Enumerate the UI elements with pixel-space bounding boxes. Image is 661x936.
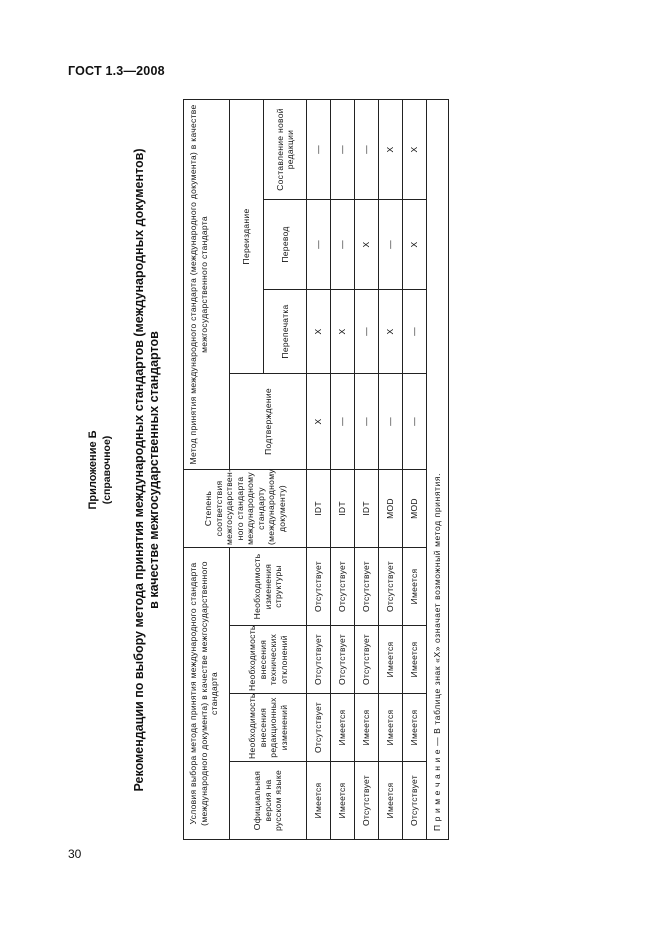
cell-reprint: X (331, 289, 355, 373)
cell-technical-deviations: Отсутствует (331, 626, 355, 694)
cell-degree: IDT (355, 469, 379, 547)
cell-new-edition: X (403, 99, 427, 199)
cell-translation: — (331, 199, 355, 289)
cell-new-edition: — (355, 99, 379, 199)
cell-technical-deviations: Имеется (379, 626, 403, 694)
cell-technical-deviations: Имеется (403, 626, 427, 694)
table-row (307, 99, 331, 839)
header-technical-deviations: Необходимость внесения технических отклонений (230, 626, 307, 694)
cell-degree: IDT (307, 469, 331, 547)
cell-reprint: — (355, 289, 379, 373)
table-row (331, 99, 355, 839)
header-translation: Перевод (264, 199, 307, 289)
cell-official-version: Отсутствует (355, 762, 379, 840)
cell-degree: MOD (379, 469, 403, 547)
header-degree: Степень соответствия межгосударствен-ного стандарта международному стандарту (международному документу) (184, 469, 307, 547)
cell-translation: X (355, 199, 379, 289)
cell-translation: — (379, 199, 403, 289)
cell-structure-change: Отсутствует (331, 547, 355, 625)
cell-official-version: Имеется (379, 762, 403, 840)
cell-structure-change: Имеется (403, 547, 427, 625)
cell-editorial-changes: Имеется (355, 694, 379, 762)
cell-translation: X (403, 199, 427, 289)
cell-degree: MOD (403, 469, 427, 547)
cell-confirmation: — (379, 373, 403, 469)
cell-confirmation: X (307, 373, 331, 469)
cell-editorial-changes: Имеется (379, 694, 403, 762)
cell-confirmation: — (403, 373, 427, 469)
table-row (355, 99, 379, 839)
cell-reprint: X (307, 289, 331, 373)
cell-translation: — (307, 199, 331, 289)
cell-editorial-changes: Отсутствует (307, 694, 331, 762)
cell-confirmation: — (355, 373, 379, 469)
header-editorial-changes: Необходимость внесения редакционных изменений (230, 694, 307, 762)
document-code: ГОСТ 1.3—2008 (68, 64, 165, 78)
rotated-landscape-content (75, 100, 455, 840)
cell-editorial-changes: Имеется (403, 694, 427, 762)
table-title-line-1: Рекомендации по выбору метода принятия международных стандартов (международных документов) (132, 148, 146, 792)
cell-new-edition: — (331, 99, 355, 199)
cell-new-edition: X (379, 99, 403, 199)
cell-confirmation: — (331, 373, 355, 469)
cell-editorial-changes: Имеется (331, 694, 355, 762)
cell-reprint: X (379, 289, 403, 373)
cell-reprint: — (403, 289, 427, 373)
header-confirmation: Подтверждение (230, 373, 307, 469)
cell-structure-change: Отсутствует (379, 547, 403, 625)
table-row (403, 99, 427, 839)
recommendations-table (183, 99, 449, 840)
header-structure-change: Необходимость изменения структуры (230, 547, 307, 625)
table-row (379, 99, 403, 839)
cell-structure-change: Отсутствует (307, 547, 331, 625)
header-method-group: Метод принятия международного стандарта (международного документа) в качестве межгосударственного стандарта (184, 99, 230, 469)
cell-new-edition: — (307, 99, 331, 199)
annex-type: (справочное) (101, 435, 113, 505)
header-conditions-group: Условия выбора метода принятия международного стандарта (международного документа) в качестве межгосударственного стандарта (184, 547, 230, 839)
annex-title: Приложение Б (87, 430, 99, 510)
cell-official-version: Имеется (331, 762, 355, 840)
table-title-line-2: в качестве межгосударственных стандартов (147, 331, 161, 609)
cell-official-version: Отсутствует (403, 762, 427, 840)
header-republication-group: Переиздание (230, 99, 264, 373)
header-reprint: Перепечатка (264, 289, 307, 373)
cell-degree: IDT (331, 469, 355, 547)
cell-official-version: Имеется (307, 762, 331, 840)
table-note: П р и м е ч а н и е — В таблице знак «X» означает возможный метод принятия. (427, 99, 449, 839)
cell-technical-deviations: Отсутствует (355, 626, 379, 694)
cell-technical-deviations: Отсутствует (307, 626, 331, 694)
page-number: 30 (68, 847, 82, 861)
cell-structure-change: Отсутствует (355, 547, 379, 625)
header-new-edition: Составление новой редакции (264, 99, 307, 199)
header-official-version: Официальная версия на русском языке (230, 762, 307, 840)
